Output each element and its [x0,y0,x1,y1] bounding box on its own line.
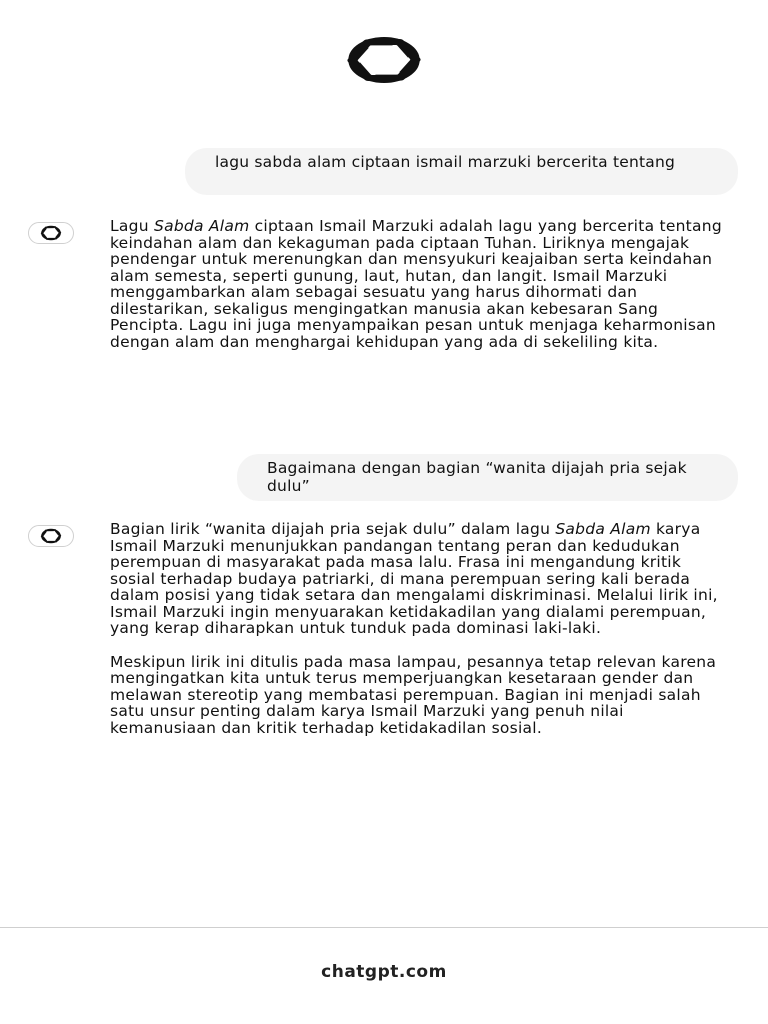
user-message [185,148,738,195]
openai-logo-icon [40,225,62,241]
paragraph-text: Bagian lirik “wanita dijajah pria sejak dulu” dalam lagu [110,520,556,538]
user-message-text: Bagaimana dengan bagian “wanita dijajah pria sejak dulu” [267,459,687,495]
openai-logo-icon [328,28,440,92]
assistant-message [110,521,722,736]
user-message [237,454,738,501]
paragraph-text: Lagu [110,217,154,235]
paragraph-text: Meskipun lirik ini ditulis pada masa lampau, pesannya tetap relevan karena mengingatkan kita untuk terus memperjuangkan kesetaraan gender dan melawan stereotip yang membatasi perempuan. Bagian ini menjadi salah satu unsur penting dalam karya Ismail Marzuki yang penuh nilai kemanusiaan dan kritik terhadap ketidakadilan sosial. [110,652,717,737]
assistant-paragraph [110,654,722,737]
assistant-avatar [28,525,74,547]
song-title: Sabda Alam [555,520,651,538]
user-message-text: lagu sabda alam ciptaan ismail marzuki bercerita tentang [215,153,676,171]
paragraph-text: ciptaan Ismail Marzuki adalah lagu yang bercerita tentang keindahan alam dan kekaguman pada ciptaan Tuhan. Liriknya mengajak pendengar untuk merenungkan dan mensyukuri keajaiban serta keindahan alam semesta, seperti gunung, laut, hutan, dan langit. Ismail Marzuki menggambarkan alam sebagai sesuatu yang harus dihormati dan dilestarikan, sekaligus mengingatkan manusia akan kebesaran Sang Pencipta. Lagu ini juga menyampaikan pesan untuk menjaga keharmonisan dengan alam dan menghargai kehidupan yang ada di sekeliling kita. [110,217,722,351]
song-title: Sabda Alam [153,217,250,235]
paragraph-text: karya Ismail Marzuki menunjukkan pandangan tentang peran dan kedudukan perempuan di masyarakat pada masa lalu. Frasa ini mengandung kritik sosial terhadap budaya patriarki, di mana perempuan sering kali berada dalam posisi yang tidak setara dan mengalami diskriminasi. Melalui lirik ini, Ismail Marzuki ingin menyuarakan ketidakadilan yang dialami perempuan, yang kerap diharapkan untuk tunduk pada dominasi laki-laki. [110,520,718,637]
footer-domain: chatgpt.com [321,962,447,982]
footer-divider [0,927,768,928]
assistant-avatar [28,222,74,244]
assistant-message [110,218,722,350]
assistant-paragraph [110,521,722,637]
assistant-paragraph [110,218,722,350]
openai-logo-icon [40,528,62,544]
